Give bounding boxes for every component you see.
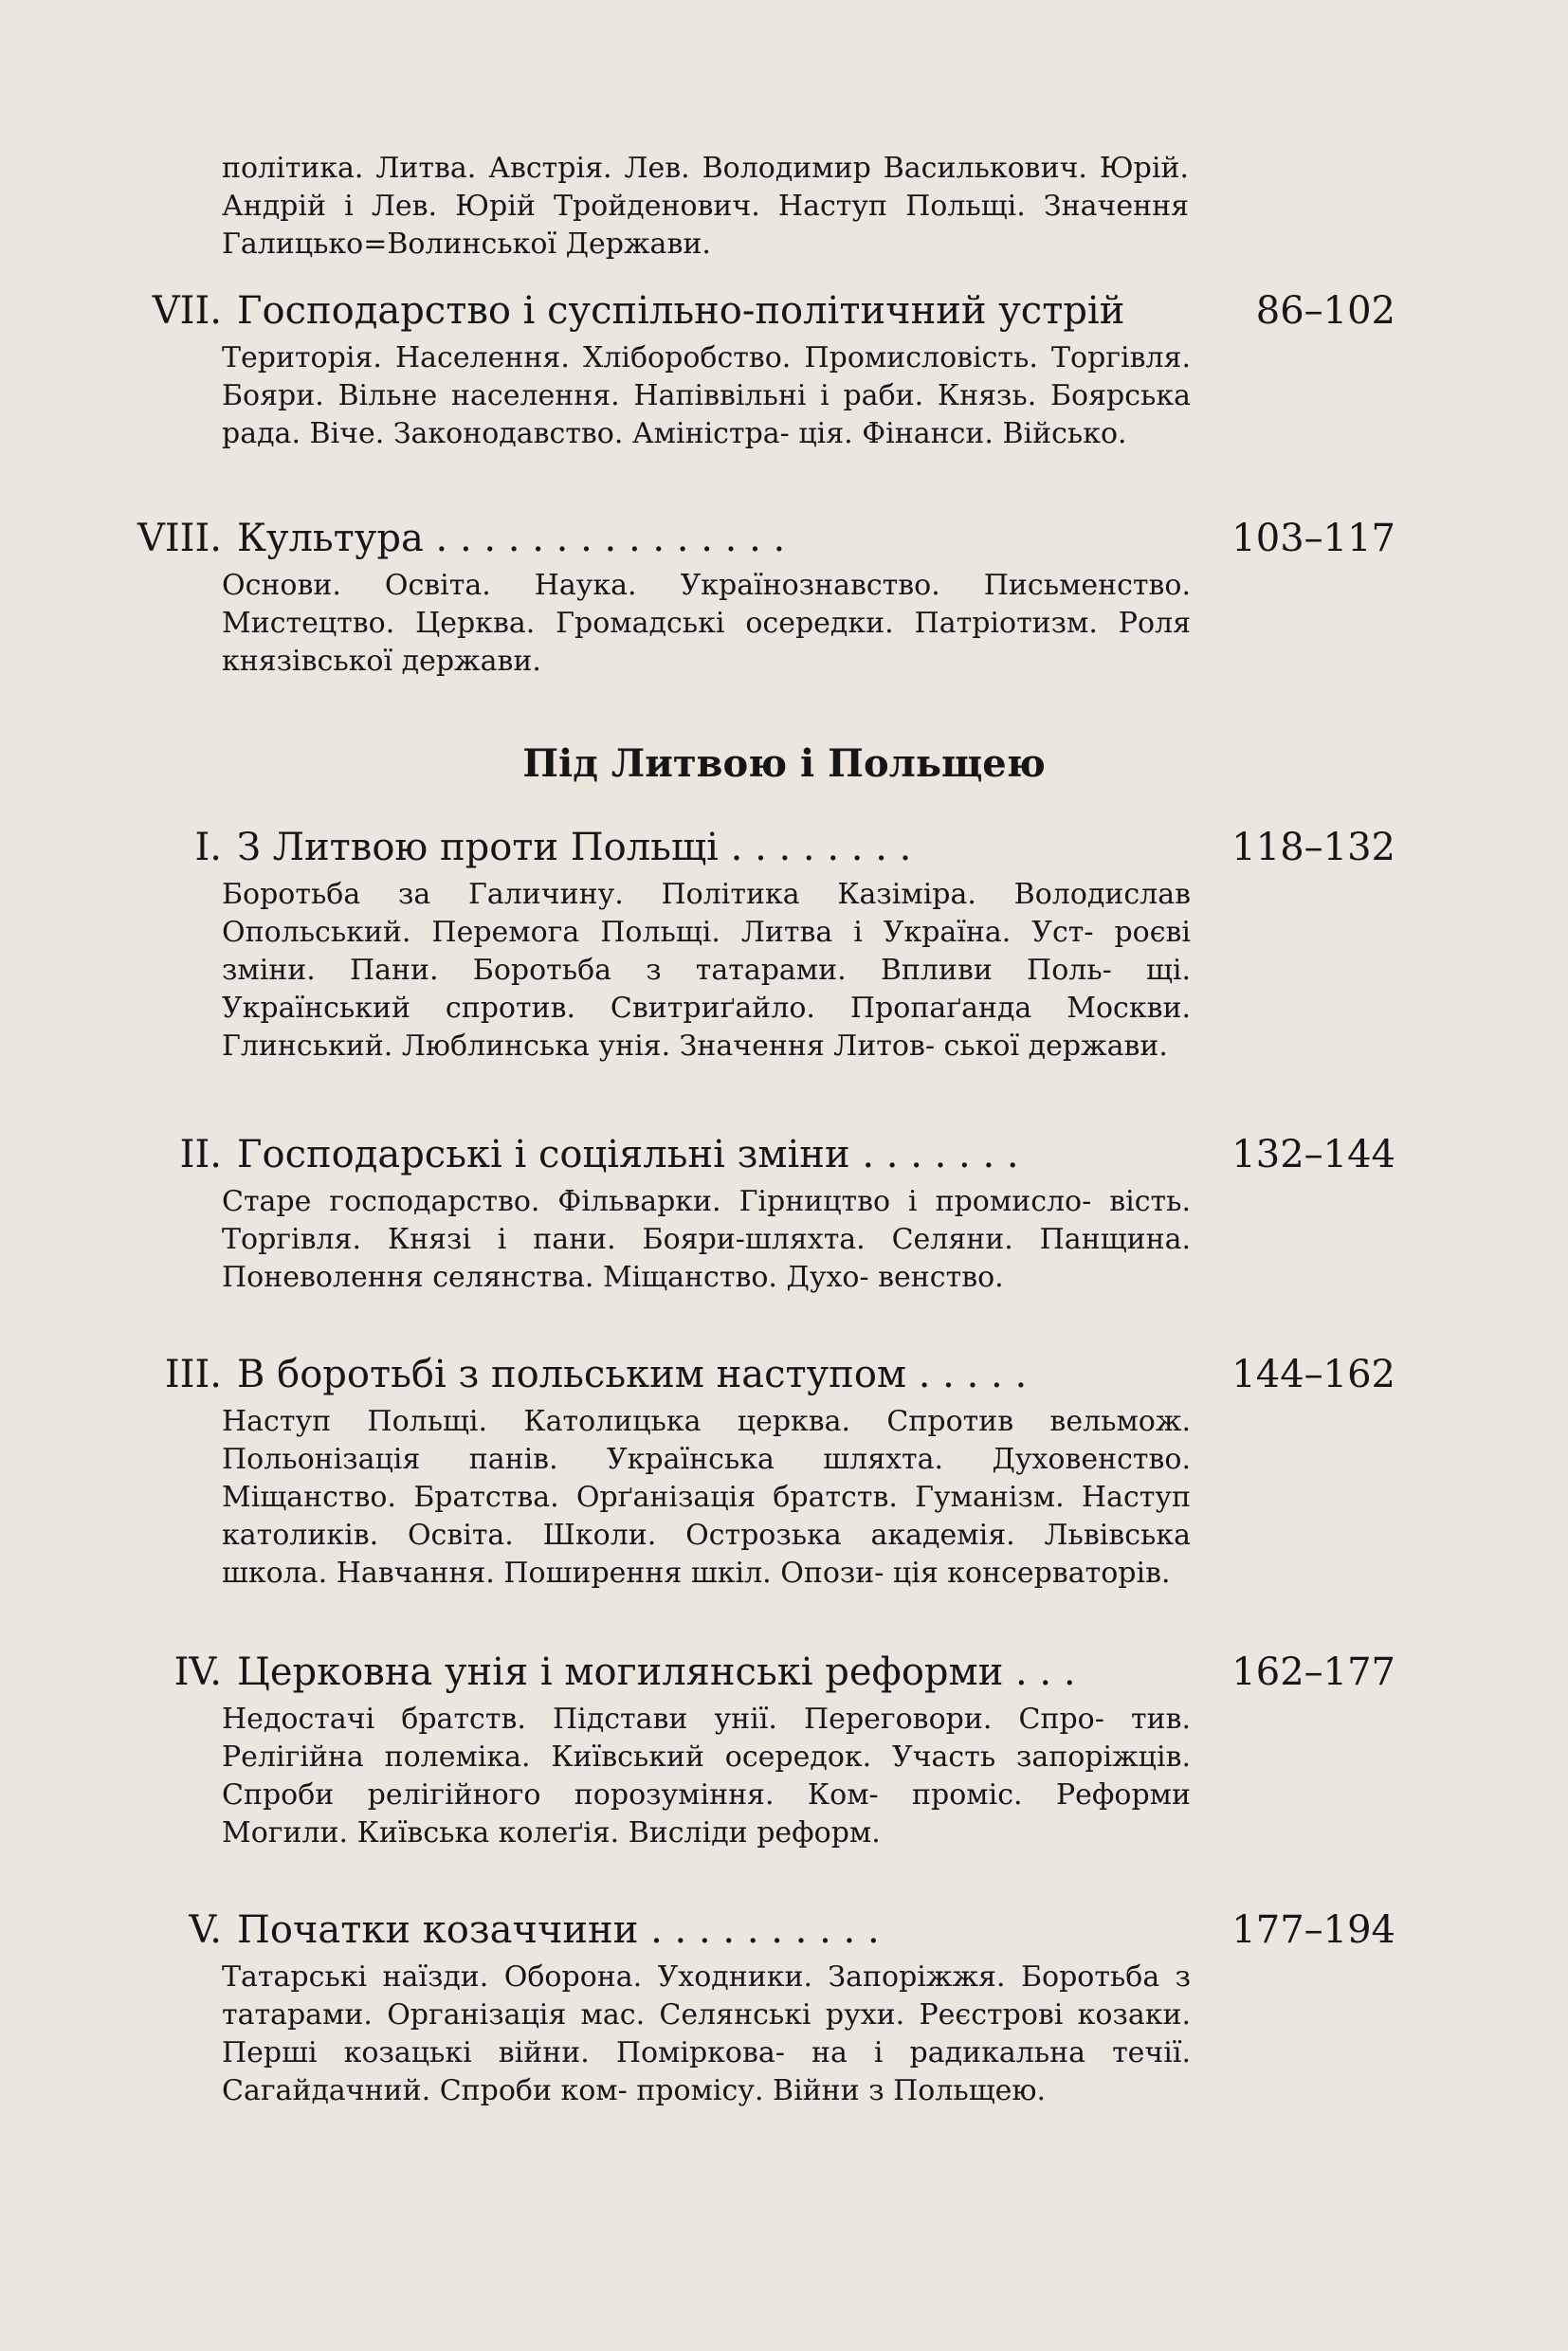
chapter-number: II. <box>179 1133 222 1176</box>
page-range: 144–162 <box>1231 1353 1395 1396</box>
toc-entry-iii <box>116 1350 1395 1593</box>
intro-paragraph: політика. Литва. Австрія. Лев. Володимир Василькович. Юрій. Андрій і Лев. Юрій Тройденович. Наступ Польщі. Значення Галицько=Волинської Держави. <box>222 152 1189 261</box>
toc-entry-heading <box>116 1648 1395 1697</box>
chapter-title: Церковна унія і могилянські реформи . . . <box>237 1650 1076 1694</box>
toc-entry-i <box>116 823 1395 1066</box>
toc-entry-viii <box>116 514 1395 681</box>
page-range: 177–194 <box>1231 1908 1395 1952</box>
chapter-number: VII. <box>152 289 222 333</box>
toc-entry-iv <box>116 1648 1395 1852</box>
page-range: 162–177 <box>1231 1650 1395 1694</box>
chapter-title: З Литвою проти Польщі . . . . . . . . <box>237 826 912 869</box>
chapter-summary: Територія. Населення. Хліборобство. Промисловість. Торгівля. Бояри. Вільне населення. Напіввільні і раби. Князь. Боярська рада. Віче. Законодавство. Аміністра- ція. Фінанси. Військо. <box>222 341 1191 450</box>
chapter-summary: Старе господарство. Фільварки. Гірництво і промисло- вість. Торгівля. Князі і пани. Бояри-шляхта. Селяни. Панщина. Поневолення селянства. Міщанство. Духо- венство. <box>222 1185 1191 1294</box>
chapter-summary: Недостачі братств. Підстави унії. Переговори. Спро- тив. Релігійна полеміка. Київський осередок. Участь запоріжців. Спроби релігійного порозуміння. Ком- проміс. Реформи Могили. Київська колеґія. Висліди реформ. <box>222 1703 1191 1850</box>
chapter-number: IV. <box>173 1650 222 1694</box>
chapter-title: Господарські і соціяльні зміни . . . . . . . <box>237 1133 1019 1176</box>
toc-entry-v <box>116 1905 1395 2110</box>
toc-entry-heading <box>116 1905 1395 1955</box>
chapter-summary: Татарські наїзди. Оборона. Уходники. Запоріжжя. Боротьба з татарами. Організація мас. Селянські рухи. Реєстрові козаки. Перші козацькі війни. Поміркова- на і радикальна течії. Сагайдачний. Спроби ком- промісу. Війни з Польщею. <box>222 1960 1191 2107</box>
chapter-title: В боротьбі з польським наступом . . . . . <box>237 1353 1028 1396</box>
toc-entry-heading <box>116 823 1395 872</box>
toc-entry-heading <box>116 514 1395 563</box>
chapter-number: III. <box>164 1353 222 1396</box>
toc-entry-vii <box>116 286 1395 453</box>
toc-entry-heading <box>116 286 1395 336</box>
toc-entry-heading <box>116 1130 1395 1179</box>
chapter-title: Початки козаччини . . . . . . . . . . <box>237 1908 880 1952</box>
chapter-number: I. <box>194 826 222 869</box>
toc-entry-ii <box>116 1130 1395 1297</box>
page-range: 86–102 <box>1255 289 1395 333</box>
section-heading: Під Литвою і Польщею <box>522 741 1046 786</box>
page-range: 132–144 <box>1231 1133 1395 1176</box>
toc-entry-heading <box>116 1350 1395 1399</box>
chapter-summary: Наступ Польщі. Католицька церква. Спротив вельмож. Польонізація панів. Українська шляхта. Духовенство. Міщанство. Братства. Орґанізація братств. Гуманізм. Наступ католиків. Освіта. Школи. Острозька академія. Львівська школа. Навчання. Поширення шкіл. Опози- ція консерваторів. <box>222 1405 1191 1590</box>
chapter-summary: Боротьба за Галичину. Політика Казіміра. Володислав Опольський. Перемога Польщі. Литва і Україна. Уст- роєві зміни. Пани. Боротьба з татарами. Впливи Поль- щі. Український спротив. Свитриґайло. Пропаґанда Москви. Глинський. Люблинська унія. Значення Литов- ської держави. <box>222 878 1191 1063</box>
page-range: 103–117 <box>1231 517 1395 560</box>
chapter-summary: Основи. Освіта. Наука. Українознавство. Письменство. Мистецтво. Церква. Громадські осередки. Патріотизм. Роля князівської держави. <box>222 569 1191 678</box>
chapter-number: VIII. <box>137 517 222 560</box>
chapter-number: V. <box>189 1908 222 1952</box>
chapter-title: Культура . . . . . . . . . . . . . . . <box>237 517 786 560</box>
chapter-title: Господарство і суспільно-політичний устрій <box>237 289 1125 333</box>
page-range: 118–132 <box>1231 826 1395 869</box>
